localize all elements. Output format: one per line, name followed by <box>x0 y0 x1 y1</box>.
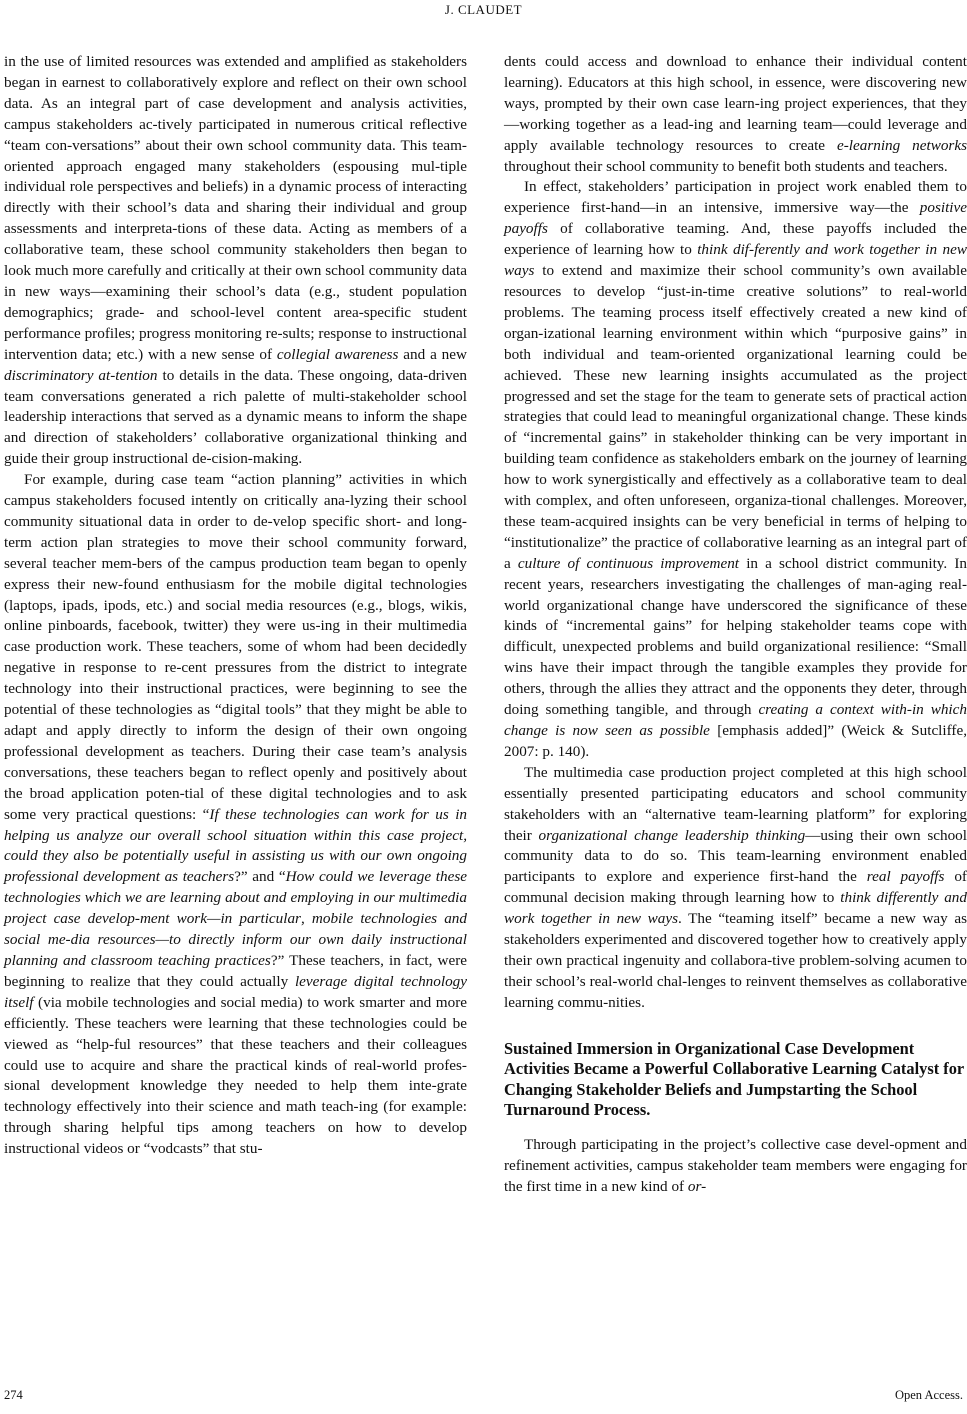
body-text: [emphasis added]” (Weick & Sutcliffe, 2007: p. 140). <box>504 722 967 760</box>
body-text: in the use of limited resources was extended and amplified as stakeholders began in earnest to collaboratively explore and reflect on their own school data. As an integral part of case development and analysis activities, campus stakeholders ac-tively participated in numerous critical reflective “team con-versations” about their own school community data. This team-oriented approach engaged many stakeholders (espousing mul-tiple individual role perspectives and beliefs) in a dynamic process of interacting directly with their school’s data and sharing their individual and group assessments and interpreta-tions of these data. Acting as members of a collaborative team, these school community stakeholders then began to look much more carefully and critically at their own school community data in new ways—examining their school’s data (e.g., student population demographics; grade- and school-level content area-specific student performance profiles; progress monitoring re-sults; response to instructional intervention data; etc.) with a new sense of <box>4 53 467 363</box>
emphasis-text: creating a context with-in which change is now seen as possible <box>504 701 967 739</box>
paragraph <box>4 52 467 470</box>
section-heading: Sustained Immersion in Organizational Case Development Activities Became a Powerful Collaborative Learning Catalyst for Changing Stakeholder Beliefs and Jumpstarting the School Turnaround Process. <box>504 1038 964 1120</box>
spacer <box>504 1014 967 1039</box>
body-text: dents could access and download to enhance their individual content learning). Educators at this high school, in essence, were discovering new ways, prompted by their own case learn-ing project experiences, that they—working together as a lead-ing and learning team—could leverage and apply available technology resources to create <box>504 53 967 154</box>
emphasis-text: discriminatory at-tention <box>4 366 158 384</box>
body-text: The multimedia case production project completed at this high school essentially presented participating educators and school community stakeholders with an “alternative team-learning platform” for exploring their <box>504 763 967 844</box>
body-text: (via mobile technologies and social media) to work smarter and more efficiently. These teachers were learning that these technologies could be viewed as “help-ful resources” that these teachers and their colleagues could use to acquire and share the practical kinds of real-world profes-sional development knowledge they needed to help them inte-grate technology effectively into their science and math teach-ing (for example: through sharing helpful tips among teachers on how to develop instructional videos or “vodcasts” that stu- <box>4 993 467 1158</box>
page-footer <box>0 1388 967 1408</box>
emphasis-text: positive payoffs <box>504 199 967 238</box>
paragraph <box>504 52 967 177</box>
body-text: —using their own school community data to do so. This team-learning environment enabled participants to explore and experience first-hand the <box>504 826 967 886</box>
body-text: ?” and “ <box>234 868 286 886</box>
emphasis-text: culture of continuous improvement <box>517 554 740 572</box>
emphasis-text: How could we leverage these technologies which we are learning about and employing in our multimedia project case develop-ment work—in particular <box>4 868 467 928</box>
body-text: ?” These teachers, in fact, were beginning to realize that they could actually <box>4 951 467 990</box>
body-text: , <box>300 910 312 928</box>
body-text: of collaborative teaming. And, these payoffs included the experience of learning how to <box>504 220 967 259</box>
spacer <box>504 1121 967 1135</box>
paragraph <box>504 763 967 1014</box>
paragraph <box>4 470 467 1160</box>
emphasis-text: think differently and work together in new ways <box>504 889 967 928</box>
publisher-label: Open Access. <box>894 1388 963 1402</box>
running-header <box>0 0 967 24</box>
emphasis-text: think dif-ferently and work together in new ways <box>504 241 967 280</box>
running-title: J. CLAUDET <box>444 2 523 17</box>
body-text: throughout their school community to benefit both students and teachers. <box>504 157 948 175</box>
body-text: Through participating in the project’s collective case devel-opment and refinement activities, campus stakeholder team members were engaging for the first time in a new kind of <box>504 1135 967 1195</box>
body-text: in a school district community. In recent years, researchers investigating the challenges of man-aging real-world organizational change have underscored the significance of these kinds of “incremental gains” for helping stakeholder teams cope with difficult, unexpected problems and build organizational resilience: “Small wins have their impact through the tangible examples they provide for others, through the allies they attract and the opponents they deter, through doing something tangible, and through <box>504 554 967 719</box>
emphasis-text: organizational change leadership thinking <box>538 826 806 844</box>
body-text: In effect, stakeholders’ participation in project work enabled them to experience first-hand—in an intensive, immersive way—the <box>504 178 967 217</box>
emphasis-text: If these technologies can work for us in helping us analyze our overall school situation within this case project, could they also be potentially useful in assisting us with our own ongoing professional development as teachers <box>4 805 468 886</box>
emphasis-text: e-learning networks <box>836 136 967 154</box>
page-number: 274 <box>4 1388 23 1402</box>
paragraph <box>504 177 967 762</box>
emphasis-text: collegial awareness <box>276 345 399 363</box>
emphasis-text: leverage digital technology itself <box>4 972 468 1011</box>
body-text: of communal decision making through learning how to <box>504 868 967 907</box>
emphasis-text: mobile technologies and social me-dia resources—to directly inform our own daily instructional planning and classroom teaching practices <box>4 910 467 969</box>
body-text: For example, during case team “action planning” activities in which campus stakeholders focused intently on critically ana-lyzing their school community situational data in order to de-velop specific short- and long-term action plan strategies to move their school community forward, several teacher mem-bers of the campus production team began to openly express their new-found enthusiasm for the mobile digital technologies (laptops, ipads, ipods, etc.) and social media resources (e.g., blogs, wikis, online pinboards, facebook, twitter) they were us-ing in their multimedia case production work. These teachers, some of whom had been decidedly negative in response to re-cent pressures from the district to integrate technology into their instructional practices, were beginning to see the potential of these technologies as “digital tools” that they might be able to adapt and apply directly to inform the design of their own ongoing professional development as teachers. During their case team’s analysis conversations, these teachers began to reflect openly and positively about the broad application poten-tial of these digital technologies and to ask some very practical questions: “ <box>4 471 467 823</box>
left-column <box>4 52 467 1160</box>
body-text: . The “teaming itself” became a new way as stakeholders experimented and discovered together how to creatively apply their own practical ingenuity and collabora-tive problem-solving acumen to their school’s real-world chal-lenges to reinvent themselves as collaborative learning commu-nities. <box>504 910 967 1011</box>
emphasis-text: or- <box>687 1177 707 1195</box>
right-column <box>504 52 967 1197</box>
emphasis-text: real payoffs <box>866 868 945 886</box>
body-text: and a new <box>398 345 467 363</box>
paragraph <box>504 1135 967 1198</box>
body-text: to extend and maximize their school community’s own available resources to develop “just-in-time creative solutions” to real-world problems. The teaming process itself effectively created a new kind of organ-izational learning environment within which “purposive gains” in both individual and team-oriented organizational learning could be achieved. These new learning insights accumulated as the project progressed and set the stage for the team to generate sets of practical action strategies that could lead to meaningful organizational change. These kinds of “incremental gains” in stakeholder thinking can be very important in building team confidence as stakeholders embark on the journey of learning how to work synergistically and effectively as a collaborative team to deal with complex, and often unforeseen, organiza-tional challenges. Moreover, these team-acquired insights can be very beneficial in terms of helping to “institutionalize” the practice of collaborative learning as an integral part of a <box>504 262 967 572</box>
body-text: to details in the data. These ongoing, data-driven team conversations generated a rich palette of multi-stakeholder school leadership interactions that served as a dynamic means to inform the shape and direction of stakeholders’ collaborative organizational thinking and guide their group instructional de-cision-making. <box>4 366 467 468</box>
